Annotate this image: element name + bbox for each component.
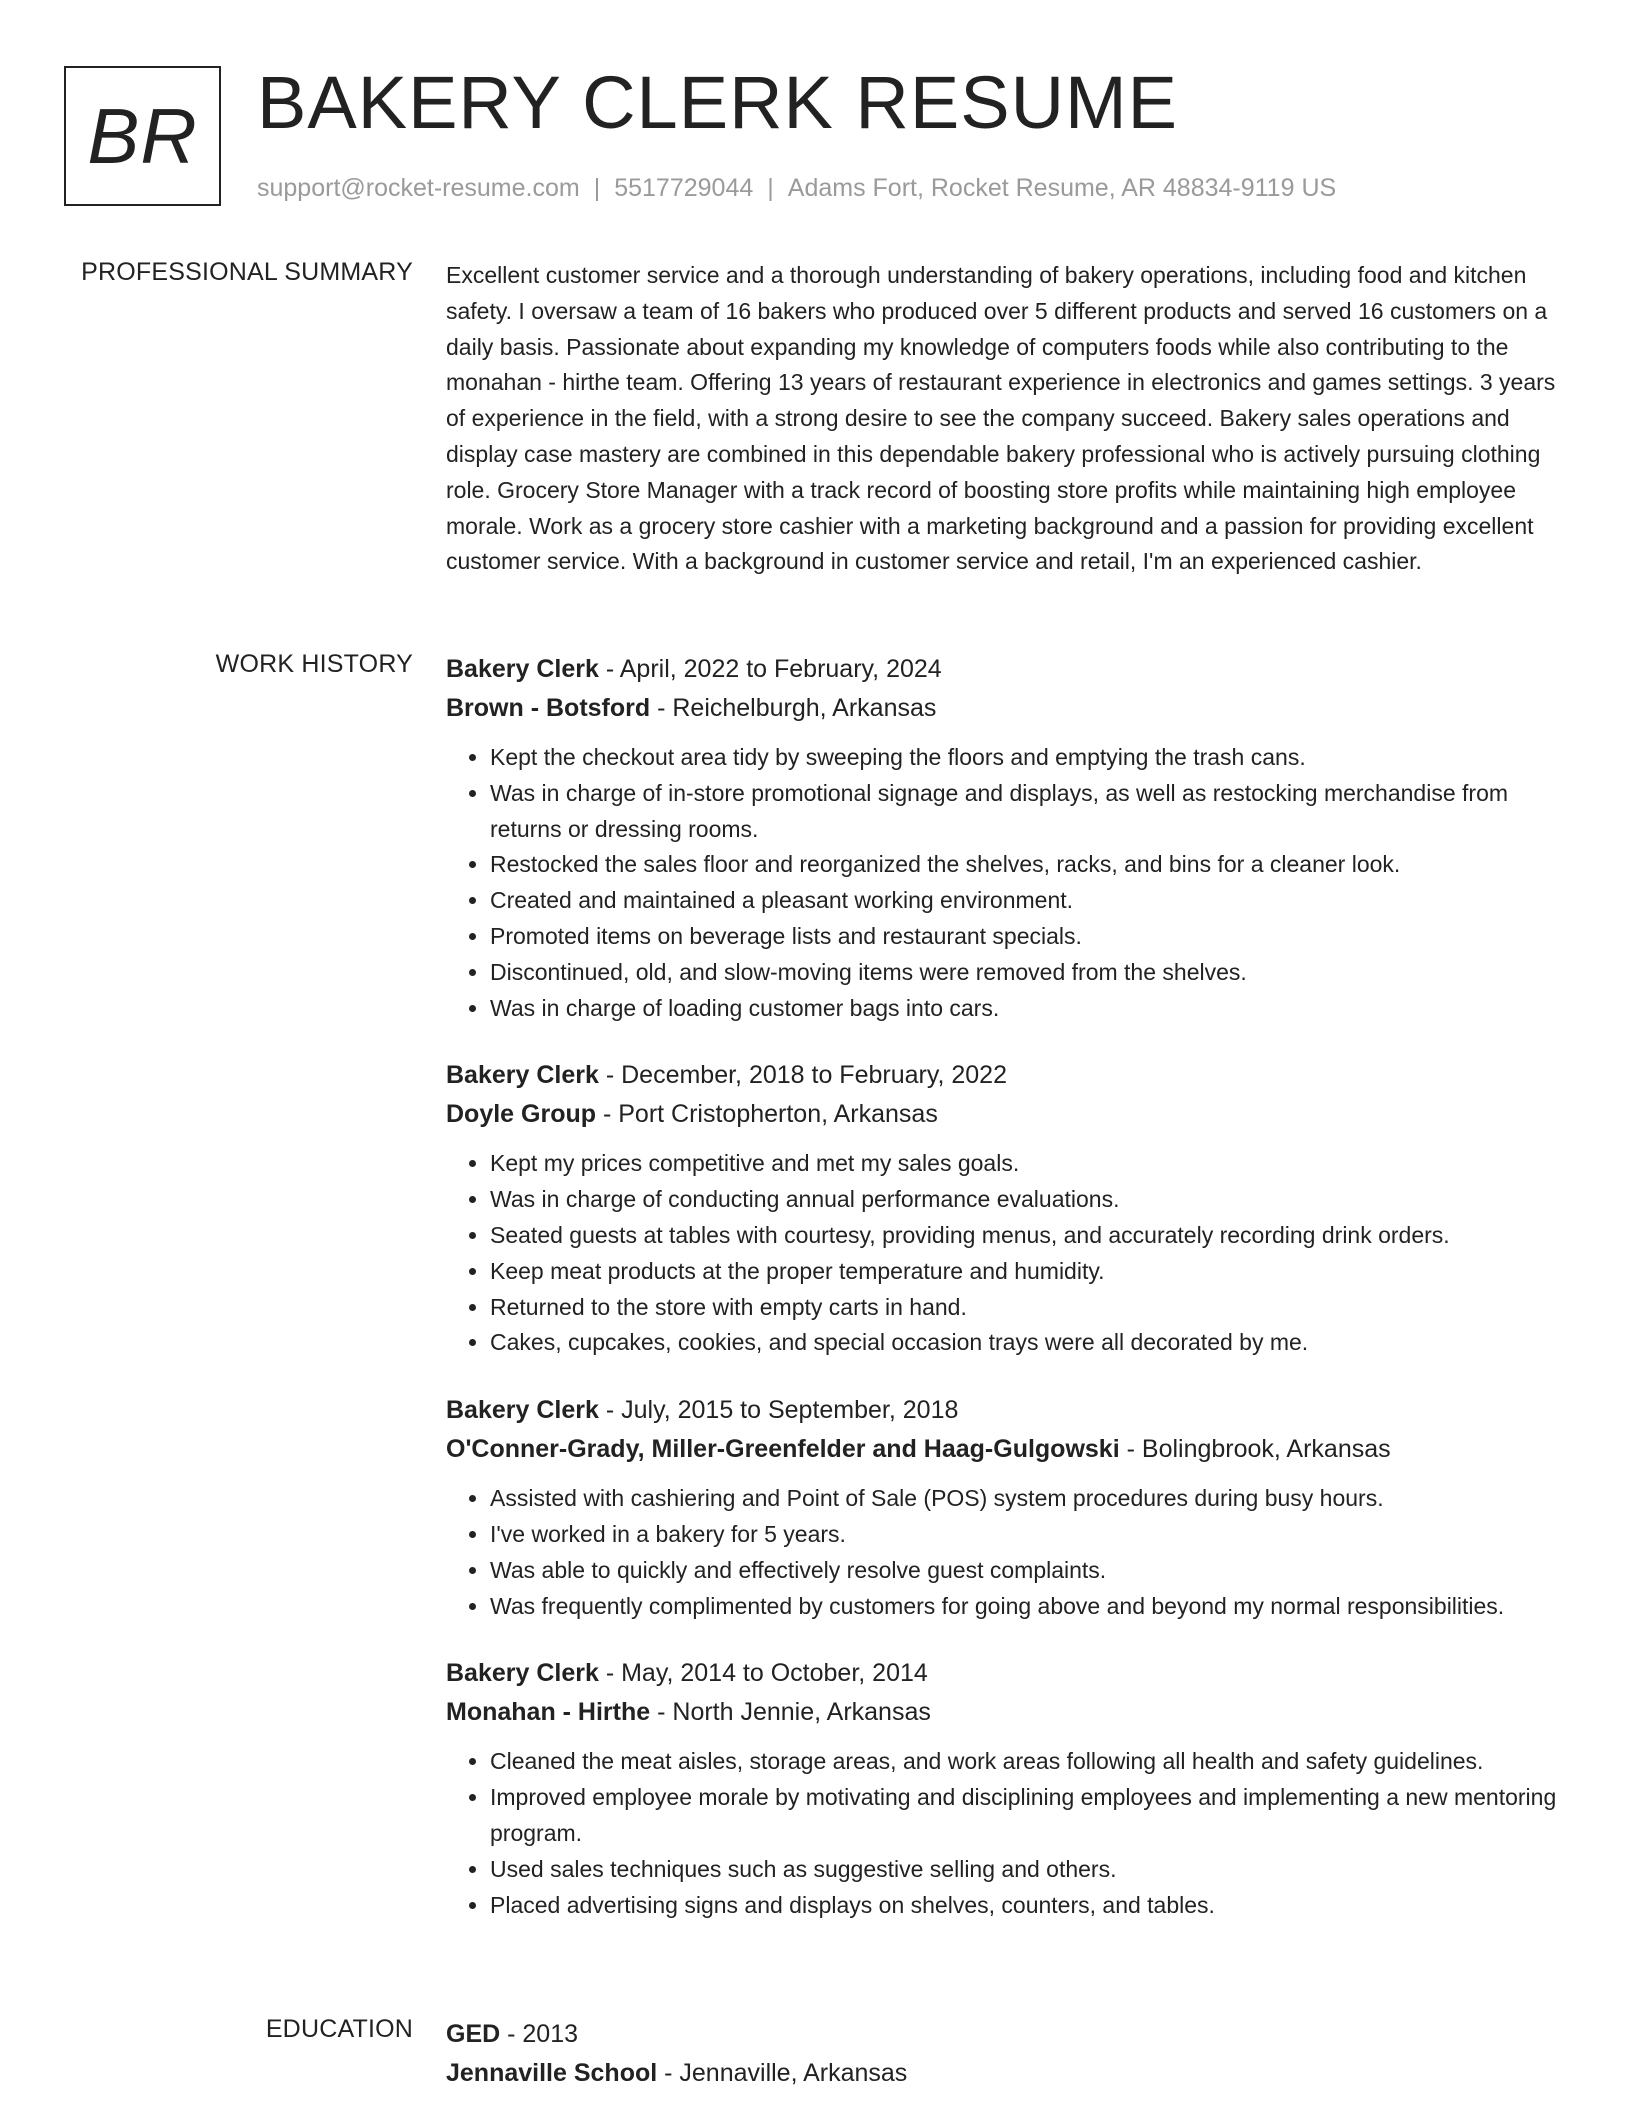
monogram-initials: BR xyxy=(87,91,198,180)
job-title: Bakery Clerk xyxy=(446,1396,599,1425)
job-bullet: • Restocked the sales floor and reorganized the shelves, racks, and bins for a cleaner look. xyxy=(490,847,1566,883)
job-location: Reichelburgh, Arkansas xyxy=(672,694,937,722)
education-label: EDUCATION xyxy=(265,2015,413,2043)
job-title: Bakery Clerk xyxy=(446,1061,599,1090)
job-entry xyxy=(446,650,1566,1026)
job-title-line: Bakery Clerk - July, 2015 to September, 2018 xyxy=(446,1396,959,1425)
job-bullet: • Was in charge of conducting annual performance evaluations. xyxy=(490,1182,1566,1218)
work-history-label: WORK HISTORY xyxy=(215,650,413,678)
job-dates: April, 2022 to February, 2024 xyxy=(619,655,942,683)
education-body xyxy=(446,2015,1566,2093)
job-company: Brown - Botsford xyxy=(446,694,651,722)
job-company: Monahan - Hirthe xyxy=(446,1698,651,1727)
job-company-line: Brown - Botsford - Reichelburgh, Arkansas xyxy=(446,694,937,722)
job-bullet: • Promoted items on beverage lists and restaurant specials. xyxy=(490,919,1566,955)
job-title: Bakery Clerk xyxy=(446,1659,599,1688)
job-bullet: • Was in charge of in-store promotional signage and displays, as well as restocking merchandise from returns or dressing rooms. xyxy=(490,776,1566,848)
job-dates: May, 2014 to October, 2014 xyxy=(621,1659,928,1688)
education-degree: GED xyxy=(446,2020,501,2048)
job-title-line: Bakery Clerk - April, 2022 to February, 2024 xyxy=(446,655,942,683)
job-company: Doyle Group xyxy=(446,1100,597,1129)
summary-text: Excellent customer service and a thorough understanding of bakery operations, including food and kitchen safety. I oversaw a team of 16 bakers who produced over 5 different products and served 16 customers on a daily basis. Passionate about expanding my knowledge of computers foods while also contributing to the monahan - hirthe team. Offering 13 years of restaurant experience in electronics and games settings. 3 years of experience in the field, with a strong desire to see the company succeed. Bakery sales operations and display case mastery are combined in this dependable bakery professional who is actively pursuing clothing role. Grocery Store Manager with a track record of boosting store profits while maintaining high employee morale. Work as a grocery store cashier with a marketing background and a passion for providing excellent customer service. With a background in customer service and retail, I'm an experienced cashier. xyxy=(446,262,1556,575)
contact-phone: 5517729044 xyxy=(614,174,754,202)
job-bullet: • Kept my prices competitive and met my sales goals. xyxy=(490,1146,1566,1182)
job-location: Bolingbrook, Arkansas xyxy=(1141,1435,1391,1464)
job-bullet: • Assisted with cashiering and Point of Sale (POS) system procedures during busy hours. xyxy=(490,1481,1566,1517)
job-entry xyxy=(446,1056,1566,1361)
resume-title: BAKERY CLERK RESUME xyxy=(257,61,1179,144)
job-bullet: • Was in charge of loading customer bags into cars. xyxy=(490,991,1566,1027)
job-bullet: • Discontinued, old, and slow-moving items were removed from the shelves. xyxy=(490,955,1566,991)
contact-separator: | xyxy=(767,174,774,202)
job-bullet: • I've worked in a bakery for 5 years. xyxy=(490,1517,1566,1553)
job-bullet: • Seated guests at tables with courtesy, providing menus, and accurately recording drink orders. xyxy=(490,1218,1566,1254)
job-company-line: Monahan - Hirthe - North Jennie, Arkansas xyxy=(446,1698,931,1727)
job-bullet: • Kept the checkout area tidy by sweeping the floors and emptying the trash cans. xyxy=(490,740,1566,776)
job-bullet: • Improved employee morale by motivating and disciplining employees and implementing a new mentoring program. xyxy=(490,1780,1566,1852)
job-bullet-list xyxy=(446,740,1566,1026)
work-history-body xyxy=(446,650,1566,1953)
job-dates: December, 2018 to February, 2022 xyxy=(621,1061,1007,1090)
job-bullet-list xyxy=(446,1146,1566,1361)
job-bullet-list xyxy=(446,1744,1566,1923)
job-bullet: • Placed advertising signs and displays on shelves, counters, and tables. xyxy=(490,1888,1566,1924)
job-bullet: • Used sales techniques such as suggestive selling and others. xyxy=(490,1852,1566,1888)
job-title: Bakery Clerk xyxy=(446,655,599,683)
education-school: Jennaville School xyxy=(446,2059,658,2087)
job-bullet-list xyxy=(446,1481,1566,1624)
job-company-line: O'Conner-Grady, Miller-Greenfelder and Haag-Gulgowski - Bolingbrook, Arkansas xyxy=(446,1435,1391,1464)
job-bullet: • Returned to the store with empty carts in hand. xyxy=(490,1290,1566,1326)
job-entry xyxy=(446,1391,1566,1624)
job-bullet: • Cleaned the meat aisles, storage areas, and work areas following all health and safety guidelines. xyxy=(490,1744,1566,1780)
job-dates: July, 2015 to September, 2018 xyxy=(621,1396,959,1425)
contact-line xyxy=(257,174,1336,203)
contact-email: support@rocket-resume.com xyxy=(257,174,580,202)
education-location: Jennaville, Arkansas xyxy=(679,2059,908,2087)
summary-label: PROFESSIONAL SUMMARY xyxy=(81,258,413,286)
job-bullet: • Cakes, cupcakes, cookies, and special occasion trays were all decorated by me. xyxy=(490,1325,1566,1361)
job-title-line: Bakery Clerk - May, 2014 to October, 2014 xyxy=(446,1659,928,1688)
contact-address: Adams Fort, Rocket Resume, AR 48834-9119 US xyxy=(787,174,1337,202)
job-entry xyxy=(446,1654,1566,1923)
education-degree-line: GED - 2013 xyxy=(446,2020,579,2048)
contact-separator: | xyxy=(593,174,601,202)
job-bullet: • Was able to quickly and effectively resolve guest complaints. xyxy=(490,1553,1566,1589)
job-company: O'Conner-Grady, Miller-Greenfelder and Haag-Gulgowski xyxy=(446,1435,1120,1464)
job-bullet: • Keep meat products at the proper temperature and humidity. xyxy=(490,1254,1566,1290)
education-school-line: Jennaville School - Jennaville, Arkansas xyxy=(446,2059,908,2087)
resume-header xyxy=(64,61,1568,210)
job-company-line: Doyle Group - Port Cristopherton, Arkansas xyxy=(446,1100,938,1129)
job-location: Port Cristopherton, Arkansas xyxy=(618,1100,938,1129)
job-title-line: Bakery Clerk - December, 2018 to February, 2022 xyxy=(446,1061,1007,1090)
monogram-badge xyxy=(64,66,221,206)
job-location: North Jennie, Arkansas xyxy=(672,1698,931,1727)
summary-body xyxy=(446,258,1566,580)
job-bullet: • Created and maintained a pleasant working environment. xyxy=(490,883,1566,919)
job-bullet: • Was frequently complimented by customers for going above and beyond my normal responsibilities. xyxy=(490,1589,1566,1625)
education-year: 2013 xyxy=(522,2020,579,2048)
